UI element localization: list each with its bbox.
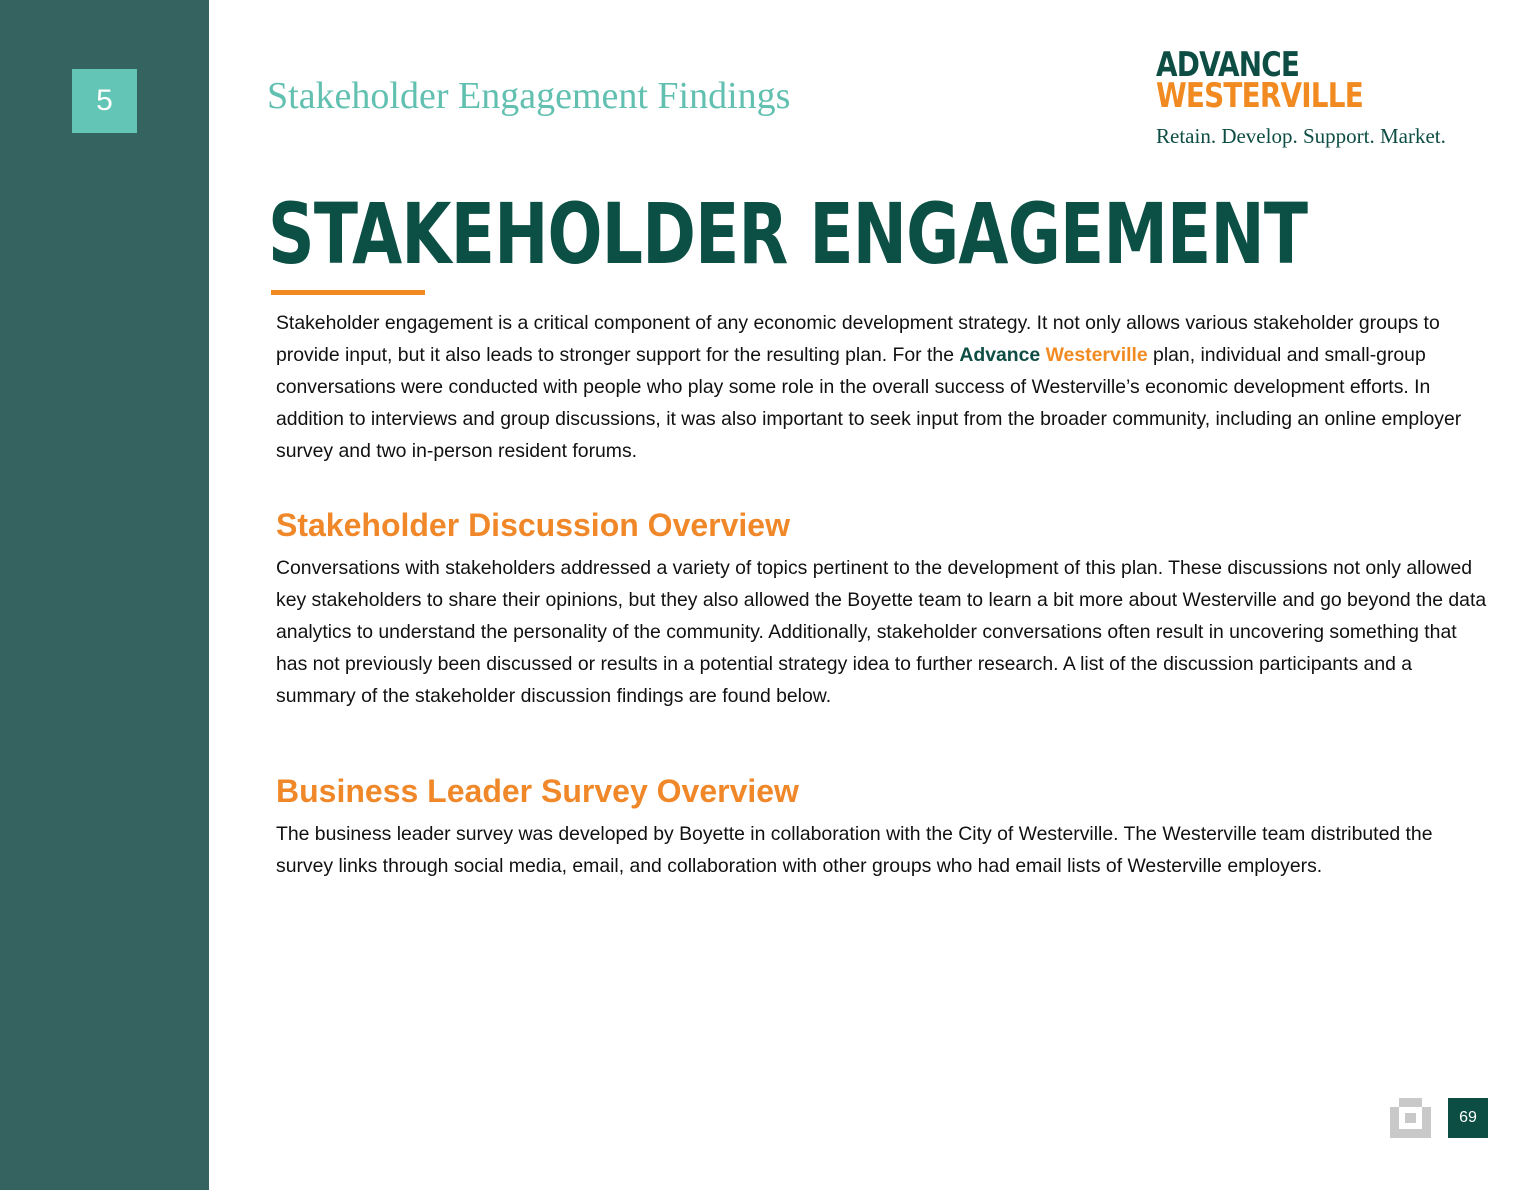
boyette-logo-icon <box>1390 1098 1431 1138</box>
brand-advance-text: Advance <box>959 344 1041 366</box>
business-survey-paragraph: The business leader survey was developed by Boyette in collaboration with the City of Westerville. The Westerville team distributed the survey links through social media, email, and collaboration with other groups who had email lists of Westerville employers. <box>276 823 1433 877</box>
sidebar <box>0 0 209 1190</box>
stakeholder-discussion-paragraph: Conversations with stakeholders addressed a variety of topics pertinent to the development of this plan. These discussions not only allowed key stakeholders to share their opinions, but they also allowed the Boyette team to learn a bit more about Westerville and go beyond the data analytics to understand the personality of the community. Additionally, stakeholder conversations often result in uncovering something that has not previously been discussed or results in a potential strategy idea to further research. A list of the discussion participants and a summary of the stakeholder discussion findings are found below. <box>276 557 1487 707</box>
logo-line-advance: ADVANCE <box>1156 45 1300 85</box>
advance-westerville-logo <box>1156 45 1408 116</box>
chapter-number-badge: 5 <box>72 69 137 133</box>
brand-westerville-text: Westerville <box>1045 344 1148 366</box>
stakeholder-discussion-heading: Stakeholder Discussion Overview <box>276 507 790 543</box>
section-title: Stakeholder Engagement Findings <box>267 75 791 117</box>
intro-text-before: Stakeholder engagement is a critical component of any economic development strategy. It not only allows various stakeholder groups to provide input, but it also leads to stronger support for the resulting plan. For the <box>276 312 1440 366</box>
accent-divider <box>271 290 425 295</box>
intro-text-after: plan, individual and small-group conversations were conducted with people who play some role in the overall success of Westerville’s economic development efforts. In addition to interviews and group discussions, it was also important to seek input from the broader community, including an online employer survey and two in-person resident forums. <box>276 344 1462 462</box>
page-number: 69 <box>1448 1098 1488 1138</box>
intro-paragraph <box>276 307 1491 467</box>
logo-tagline: Retain. Develop. Support. Market. <box>1156 124 1446 148</box>
page-title: STAKEHOLDER ENGAGEMENT <box>268 185 1308 283</box>
logo-line-westerville: WESTERVILLE <box>1156 76 1363 116</box>
business-survey-heading: Business Leader Survey Overview <box>276 773 799 809</box>
